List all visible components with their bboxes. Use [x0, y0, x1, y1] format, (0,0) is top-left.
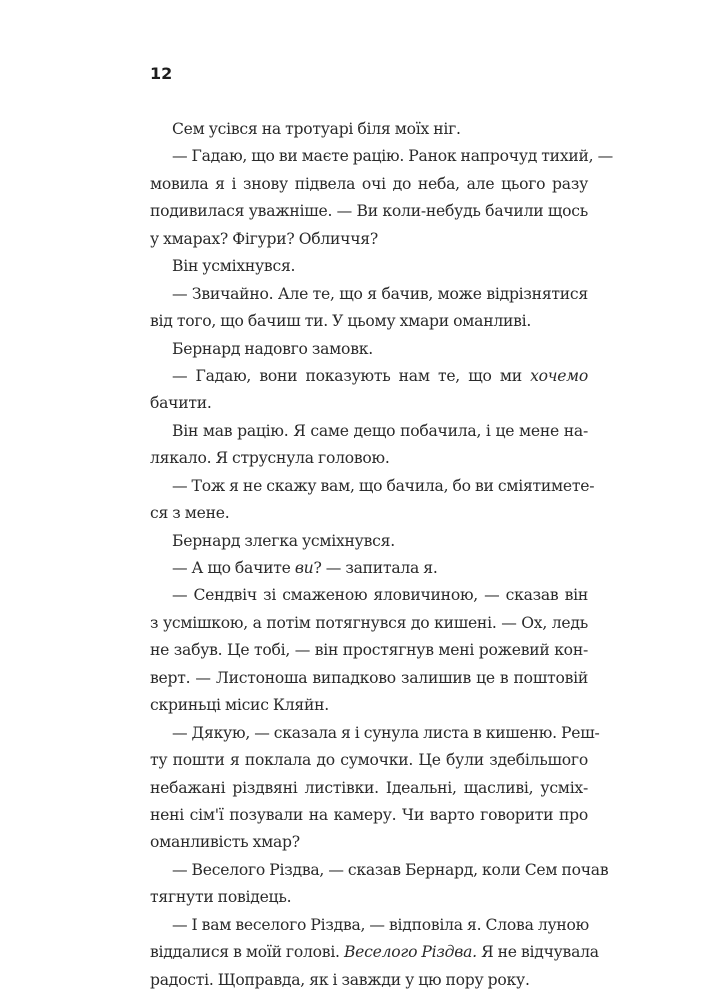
text-segment: нені сім'ї позували на камеру. Чи варто говорити про: [150, 805, 588, 824]
text-segment: ся з мене.: [150, 504, 230, 523]
text-line: [150, 528, 588, 555]
text-line: [150, 253, 588, 280]
text-line: [150, 445, 588, 472]
text-line: [150, 857, 609, 884]
text-segment: скриньці місис Кляйн.: [150, 696, 329, 715]
text-segment: — А що бачите: [172, 559, 295, 577]
text-line: [150, 775, 588, 802]
text-line: [150, 829, 588, 856]
text-line: [150, 939, 599, 966]
text-segment: Сем усівся на тротуарі біля моїх ніг.: [172, 120, 461, 138]
text-segment: небажані різдвяні листівки. Ідеальні, щасливі, усміх-: [150, 778, 588, 797]
text-segment: мовила я і знову підвела очі до неба, але цього разу: [150, 174, 588, 193]
text-segment: Бернард злегка усміхнувся.: [172, 531, 395, 550]
text-line: [150, 720, 600, 747]
text-line: [150, 281, 588, 308]
text-line: [150, 555, 588, 582]
text-line: [150, 884, 588, 911]
text-segment: ? — запитала я.: [313, 559, 438, 577]
page-number: 12: [150, 64, 173, 83]
text-segment: Бернард надовго замовк.: [172, 339, 373, 358]
italic-text: хочемо: [530, 366, 588, 385]
text-line: [150, 336, 588, 363]
text-segment: радості. Щоправда, як і завжди у цю пору року.: [150, 970, 530, 989]
text-segment: подивилася уважніше. — Ви коли-небудь бачили щось: [150, 202, 588, 221]
text-line: [150, 500, 588, 527]
text-segment: лякало. Я струснула головою.: [150, 449, 390, 468]
body-text: [150, 116, 613, 994]
text-segment: — Сендвіч зі смаженою яловичиною, — сказав він: [172, 586, 588, 605]
text-line: [150, 390, 588, 417]
text-line: [150, 637, 588, 664]
text-segment: не забув. Це тобі, — він простягнув мені рожевий кон-: [150, 641, 588, 660]
text-line: [150, 143, 613, 170]
text-line: [150, 747, 588, 774]
text-line: [150, 363, 588, 390]
text-segment: Він мав рацію. Я саме дещо побачила, і це мене на-: [172, 421, 588, 440]
text-line: [150, 967, 588, 994]
text-line: [150, 198, 588, 225]
text-line: [150, 418, 588, 445]
text-segment: оманливість хмар?: [150, 833, 300, 852]
text-line: [150, 802, 588, 829]
text-segment: — І вам веселого Різдва, — відповіла я. Слова луною: [172, 915, 590, 934]
text-segment: тягнути повідець.: [150, 888, 292, 907]
italic-text: Веселого Різдва.: [343, 943, 477, 962]
text-segment: від того, що бачиш ти. У цьому хмари оманливі.: [150, 312, 532, 331]
text-line: [150, 692, 588, 719]
text-line: [150, 582, 588, 609]
text-segment: верт. — Листоноша випадково залишив це в поштовій: [150, 668, 588, 687]
text-line: [150, 308, 588, 335]
text-segment: — Гадаю, що ви маєте рацію. Ранок напрочуд тихий, —: [172, 147, 613, 166]
text-segment: — Тож я не скажу вам, що бачила, бо ви сміятимете-: [172, 476, 595, 495]
text-line: [150, 473, 595, 500]
text-line: [150, 912, 588, 939]
text-line: [150, 665, 588, 692]
text-segment: — Гадаю, вони показують нам те, що ми: [172, 366, 531, 385]
text-segment: ту пошти я поклала до сумочки. Це були здебільшого: [150, 751, 588, 770]
text-segment: у хмарах? Фігури? Обличчя?: [150, 229, 379, 248]
text-segment: з усмішкою, а потім потягнувся до кишені. — Ох, ледь: [150, 613, 588, 632]
italic-text: ви: [294, 559, 314, 577]
text-segment: бачити.: [150, 394, 212, 413]
text-segment: — Веселого Різдва, — сказав Бернард, коли Сем почав: [172, 860, 609, 879]
text-line: [150, 171, 588, 198]
text-segment: Я не відчувала: [476, 943, 599, 962]
text-line: [150, 116, 588, 143]
text-line: [150, 226, 588, 253]
text-line: [150, 610, 588, 637]
text-segment: — Звичайно. Але те, що я бачив, може відрізнятися: [172, 284, 588, 303]
text-segment: Він усміхнувся.: [172, 257, 296, 276]
text-segment: віддалися в моїй голові.: [150, 943, 344, 962]
text-segment: — Дякую, — сказала я і сунула листа в кишеню. Реш-: [172, 723, 600, 742]
